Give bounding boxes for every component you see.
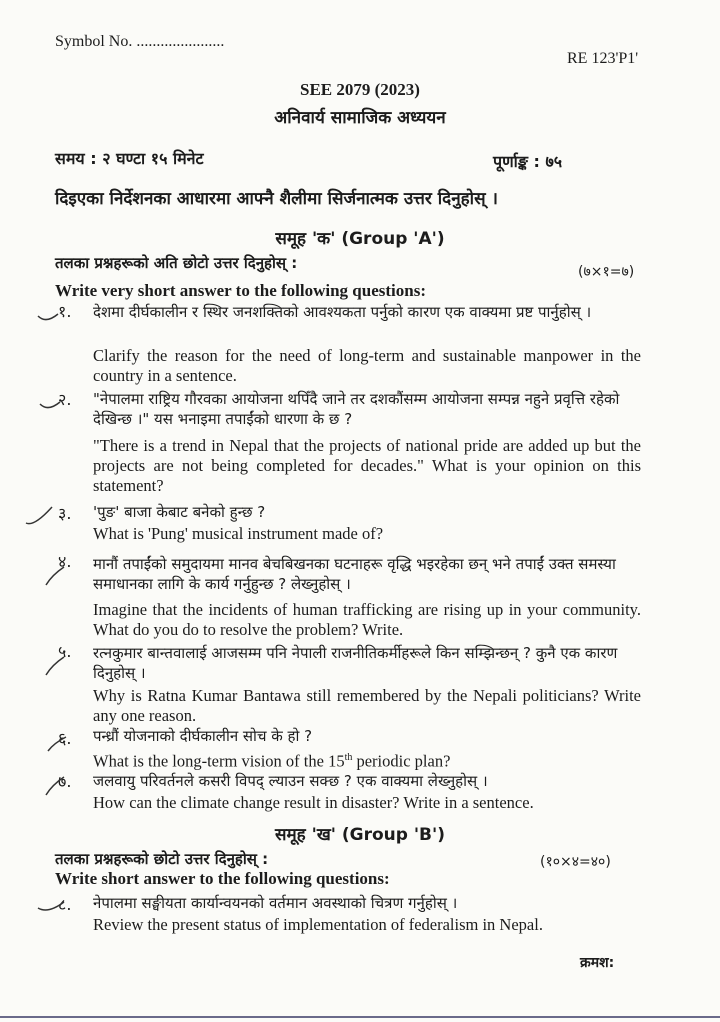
question-number: ६. bbox=[58, 729, 72, 748]
full-marks: पूर्णाङ्क : ७५ bbox=[493, 152, 563, 171]
group-a-instruction-np: तलका प्रश्नहरूको अति छोटो उत्तर दिनुहोस् : bbox=[55, 254, 298, 272]
exam-title: SEE 2079 (2023) bbox=[300, 80, 420, 99]
group-a-instruction-en: Write very short answer to the following questions: bbox=[55, 281, 426, 300]
question-text-en: "There is a trend in Nepal that the projects of national pride are added up but the projects are not being completed for decades." What is your opinion on this statement? bbox=[93, 436, 641, 495]
page-bottom-edge bbox=[0, 1016, 720, 1018]
question-text-np: मानौं तपाईंको समुदायमा मानव बेचबिखनका घटनाहरू वृद्धि भइरहेका छन् भने तपाईं उक्त समस्या समाधानका लागि के कार्य गर्नुहुन्छ ? लेख्नुहोस् । bbox=[93, 555, 616, 593]
handwritten-tick-icon bbox=[24, 505, 54, 531]
question-text-en: What is the long-term vision of the 15th periodic plan? bbox=[93, 751, 451, 771]
question-text-np: पन्ध्रौं योजनाको दीर्घकालीन सोच के हो ? bbox=[93, 727, 313, 745]
question-text-np: "नेपालमा राष्ट्रिय गौरवका आयोजना थपिँदै जाने तर दशकौंसम्म आयोजना सम्पन्न नहुने प्रवृत्ति रहेको देखिन्छ ।" यस भनाइमा तपाईंको धारणा के छ ? bbox=[93, 390, 620, 428]
handwritten-tick-icon bbox=[36, 312, 60, 326]
symbol-number-label: Symbol No. ...................... bbox=[55, 33, 225, 50]
continued-label: क्रमश: bbox=[580, 955, 615, 971]
question-number: १. bbox=[58, 302, 72, 321]
handwritten-tick-icon bbox=[44, 565, 66, 587]
question-text-np: रत्नकुमार बान्तवालाई आजसम्म पनि नेपाली राजनीतिकर्मीहरूले किन सम्झिन्छन् ? कुनै एक कारण दिनुहोस् । bbox=[93, 644, 618, 682]
group-b-instruction-np: तलका प्रश्नहरूको छोटो उत्तर दिनुहोस् : bbox=[55, 850, 269, 868]
question-number: ७. bbox=[58, 772, 72, 791]
question-number: ५. bbox=[58, 642, 72, 661]
handwritten-tick-icon bbox=[44, 655, 66, 677]
question-text-en: Why is Ratna Kumar Bantawa still remembered by the Nepali politicians? Write any one reason. bbox=[93, 686, 641, 725]
question-text-en: How can the climate change result in disaster? Write in a sentence. bbox=[93, 793, 534, 812]
subject-title: अनिवार्य सामाजिक अध्ययन bbox=[274, 108, 446, 128]
group-b-heading: समूह 'ख' (Group 'B') bbox=[275, 825, 445, 845]
handwritten-tick-icon bbox=[38, 400, 62, 414]
paper-code: RE 123'P1' bbox=[567, 50, 639, 67]
handwritten-tick-icon bbox=[36, 898, 66, 916]
handwritten-tick-icon bbox=[46, 735, 68, 753]
question-number: ८. bbox=[58, 895, 72, 914]
handwritten-tick-icon bbox=[44, 775, 66, 797]
group-a-marks: (७×१=७) bbox=[578, 264, 635, 280]
group-a-heading: समूह 'क' (Group 'A') bbox=[275, 229, 445, 249]
question-number: ४. bbox=[58, 552, 72, 571]
question-number: २. bbox=[58, 390, 72, 409]
group-b-marks: (१०×४=४०) bbox=[540, 854, 611, 870]
question-text-np: नेपालमा सङ्घीयता कार्यान्वयनको वर्तमान अवस्थाको चित्रण गर्नुहोस् । bbox=[93, 894, 458, 912]
time-allowed: समय : २ घण्टा १५ मिनेट bbox=[55, 149, 204, 168]
general-instruction: दिइएका निर्देशनका आधारमा आफ्नै शैलीमा सिर्जनात्मक उत्तर दिनुहोस् । bbox=[55, 189, 498, 209]
question-text-en: What is 'Pung' musical instrument made of? bbox=[93, 524, 384, 543]
question-text-np: जलवायु परिवर्तनले कसरी विपद् ल्याउन सक्छ ? एक वाक्यमा लेख्नुहोस् । bbox=[93, 772, 488, 790]
group-b-instruction-en: Write short answer to the following questions: bbox=[55, 869, 390, 888]
question-text-en: Imagine that the incidents of human trafficking are rising up in your community. What do you do to resolve the problem? Write. bbox=[93, 600, 641, 639]
question-number: ३. bbox=[58, 504, 72, 523]
question-text-en: Review the present status of implementation of federalism in Nepal. bbox=[93, 915, 543, 934]
question-text-np: 'पुङ' बाजा केबाट बनेको हुन्छ ? bbox=[93, 503, 266, 521]
question-text-en: Clarify the reason for the need of long-term and sustainable manpower in the country in a sentence. bbox=[93, 346, 641, 385]
question-text-np: देशमा दीर्घकालीन र स्थिर जनशक्तिको आवश्यकता पर्नुको कारण एक वाक्यमा प्रष्ट पार्नुहोस् । bbox=[93, 303, 592, 321]
